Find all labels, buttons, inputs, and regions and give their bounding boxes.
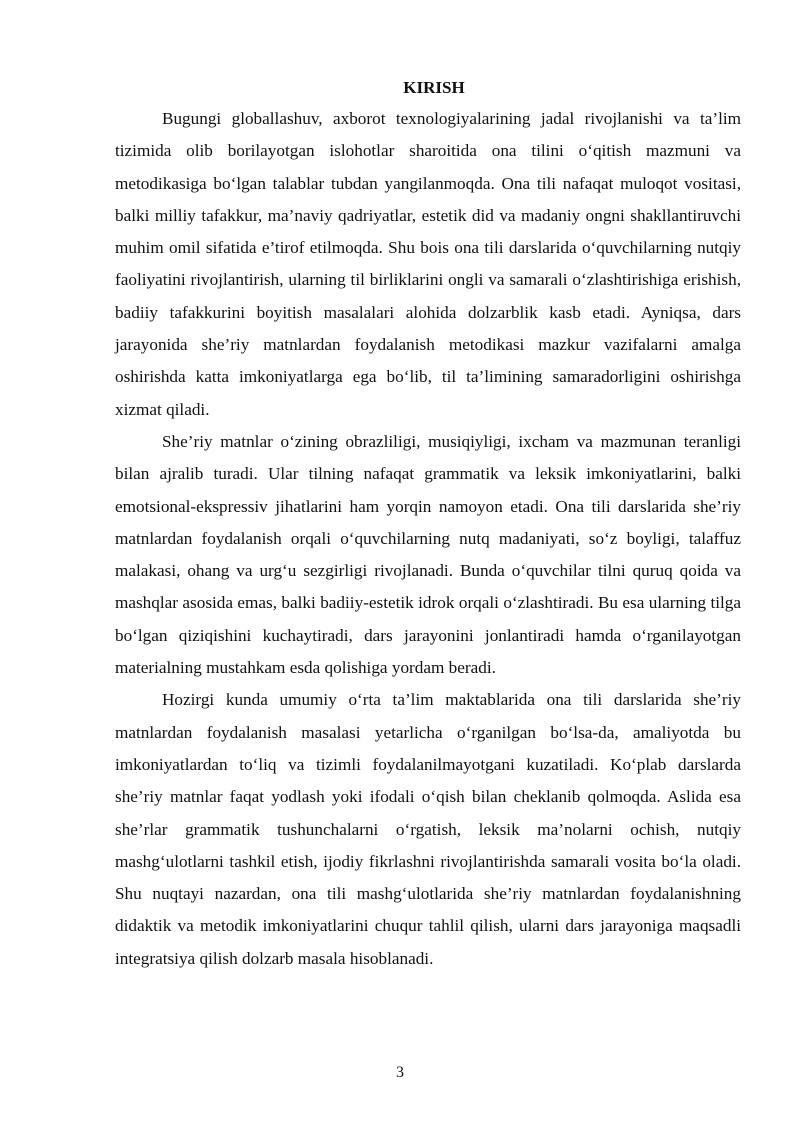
page-number: 3 (396, 1064, 404, 1081)
page-content (115, 73, 741, 975)
paragraph-1: Bugungi globallashuv, axborot texnologiyalarining jadal rivojlanishi va ta’lim tizimida olib borilayotgan islohotlar sharoitida ona tilini o‘qitish mazmuni va metodikasiga bo‘lgan talablar tubdan yangilanmoqda. Ona tili nafaqat muloqot vositasi, balki milliy tafakkur, ma’naviy qadriyatlar, estetik did va madaniy ongni shakllantiruvchi muhim omil sifatida e’tirof etilmoqda. Shu bois ona tili darslarida o‘quvchilarning nutqiy faoliyatini rivojlantirish, ularning til birliklarini ongli va samarali o‘zlashtirishiga erishish, badiiy tafakkurini boyitish masalalari alohida dolzarblik kasb etadi. Ayniqsa, dars jarayonida she’riy matnlardan foydalanish metodikasi mazkur vazifalarni amalga oshirishda katta imkoniyatlarga ega bo‘lib, til ta’limining samaradorligini oshirishga xizmat qiladi. (115, 109, 741, 419)
paragraph-2: She’riy matnlar o‘zining obrazliligi, musiqiyligi, ixcham va mazmunan teranligi bilan ajralib turadi. Ular tilning nafaqat grammatik va leksik imkoniyatlarini, balki emotsional-ekspressiv jihatlarini ham yorqin namoyon etadi. Ona tili darslarida she’riy matnlardan foydalanish orqali o‘quvchilarning nutq madaniyati, so‘z boyligi, talaffuz malakasi, ohang va urg‘u sezgirligi rivojlanadi. Bunda o‘quvchilar tilni quruq qoida va mashqlar asosida emas, balki badiiy-estetik idrok orqali o‘zlashtiradi. Bu esa ularning tilga bo‘lgan qiziqishini kuchaytiradi, dars jarayonini jonlantiradi hamda o‘rganilayotgan materialning mustahkam esda qolishiga yordam beradi. (115, 431, 741, 678)
paragraph-3: Hozirgi kunda umumiy o‘rta ta’lim maktablarida ona tili darslarida she’riy matnlardan foydalanish masalasi yetarlicha o‘rganilgan bo‘lsa-da, amaliyotda bu imkoniyatlardan to‘liq va tizimli foydalanilmayotgani kuzatiladi. Ko‘plab darslarda she’riy matnlar faqat yodlash yoki ifodali o‘qish bilan cheklanib qolmoqda. Aslida esa she’rlar grammatik tushunchalarni o‘rgatish, leksik ma’nolarni ochish, nutqiy mashg‘ulotlarni tashkil etish, ijodiy fikrlashni rivojlantirishda samarali vosita bo‘la oladi. Shu nuqtayi nazardan, ona tili mashg‘ulotlarida she’riy matnlardan foydalanishning didaktik va metodik imkoniyatlarini chuqur tahlil qilish, ularni dars jarayoniga maqsadli integratsiya qilish dolzarb masala hisoblanadi. (115, 690, 741, 968)
section-title: KIRISH (403, 78, 465, 97)
